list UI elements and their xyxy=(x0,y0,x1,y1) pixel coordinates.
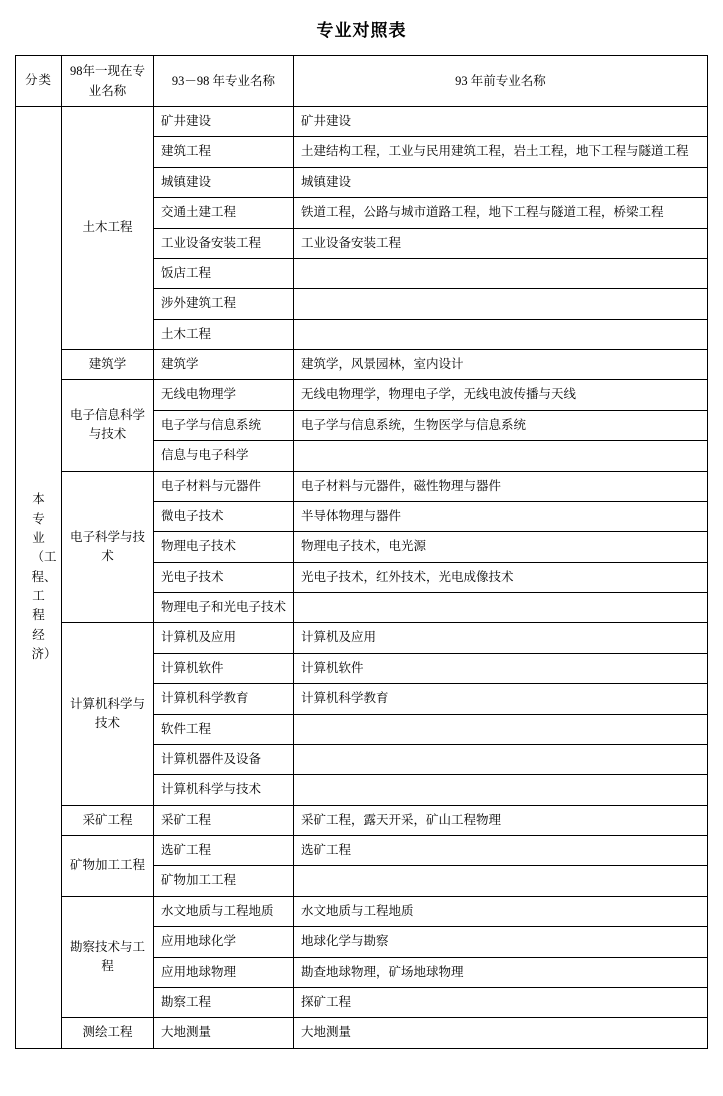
major-93-98-cell: 应用地球化学 xyxy=(154,927,294,957)
major-93-98-cell: 微电子技术 xyxy=(154,501,294,531)
current-major-cell: 建筑学 xyxy=(62,350,154,380)
table-row xyxy=(16,350,708,380)
major-93-98-cell: 软件工程 xyxy=(154,714,294,744)
document-page xyxy=(0,16,723,1049)
major-93-98-cell: 无线电物理学 xyxy=(154,380,294,410)
major-93-98-cell: 计算机器件及设备 xyxy=(154,744,294,774)
category-cell xyxy=(16,107,62,1049)
major-before-93-cell xyxy=(294,593,708,623)
major-before-93-cell: 铁道工程，公路与城市道路工程，地下工程与隧道工程，桥梁工程 xyxy=(294,198,708,228)
major-93-98-cell: 信息与电子科学 xyxy=(154,441,294,471)
major-93-98-cell: 建筑学 xyxy=(154,350,294,380)
major-before-93-cell xyxy=(294,319,708,349)
major-before-93-cell xyxy=(294,866,708,896)
current-major-cell: 采矿工程 xyxy=(62,805,154,835)
major-93-98-cell: 涉外建筑工程 xyxy=(154,289,294,319)
major-before-93-cell: 土建结构工程，工业与民用建筑工程，岩土工程，地下工程与隧道工程 xyxy=(294,137,708,167)
major-before-93-cell: 探矿工程 xyxy=(294,987,708,1017)
current-major-cell: 土木工程 xyxy=(62,107,154,350)
major-93-98-cell: 工业设备安装工程 xyxy=(154,228,294,258)
page-title: 专业对照表 xyxy=(316,21,407,40)
major-before-93-cell: 矿井建设 xyxy=(294,107,708,137)
table-row xyxy=(16,107,708,137)
major-before-93-cell: 地球化学与勘察 xyxy=(294,927,708,957)
major-before-93-cell: 大地测量 xyxy=(294,1018,708,1048)
major-before-93-cell xyxy=(294,744,708,774)
major-before-93-cell xyxy=(294,441,708,471)
major-93-98-cell: 物理电子技术 xyxy=(154,532,294,562)
major-93-98-cell: 采矿工程 xyxy=(154,805,294,835)
current-major-cell: 矿物加工工程 xyxy=(62,836,154,897)
major-before-93-cell: 计算机科学教育 xyxy=(294,684,708,714)
table-header-row xyxy=(16,56,708,107)
table-row xyxy=(16,805,708,835)
current-major-cell: 电子信息科学与技术 xyxy=(62,380,154,471)
major-before-93-cell: 无线电物理学，物理电子学，无线电波传播与天线 xyxy=(294,380,708,410)
major-before-93-cell xyxy=(294,289,708,319)
header-major-before-93: 93 年前专业名称 xyxy=(294,56,708,107)
major-93-98-cell: 电子材料与元器件 xyxy=(154,471,294,501)
major-before-93-cell: 工业设备安装工程 xyxy=(294,228,708,258)
table-row xyxy=(16,471,708,501)
header-category: 分类 xyxy=(16,56,62,107)
major-93-98-cell: 光电子技术 xyxy=(154,562,294,592)
table-row xyxy=(16,896,708,926)
major-before-93-cell xyxy=(294,775,708,805)
table-row xyxy=(16,623,708,653)
current-major-cell: 计算机科学与技术 xyxy=(62,623,154,805)
major-before-93-cell: 光电子技术，红外技术，光电成像技术 xyxy=(294,562,708,592)
table-row xyxy=(16,836,708,866)
category-label: 本专业（工程、工程经济） xyxy=(31,492,57,662)
major-93-98-cell: 矿物加工工程 xyxy=(154,866,294,896)
major-before-93-cell: 物理电子技术，电光源 xyxy=(294,532,708,562)
major-93-98-cell: 选矿工程 xyxy=(154,836,294,866)
current-major-cell: 测绘工程 xyxy=(62,1018,154,1048)
major-93-98-cell: 大地测量 xyxy=(154,1018,294,1048)
major-93-98-cell: 计算机及应用 xyxy=(154,623,294,653)
major-before-93-cell: 半导体物理与器件 xyxy=(294,501,708,531)
major-93-98-cell: 计算机科学教育 xyxy=(154,684,294,714)
current-major-cell: 电子科学与技术 xyxy=(62,471,154,623)
major-93-98-cell: 应用地球物理 xyxy=(154,957,294,987)
table-row xyxy=(16,380,708,410)
header-current-major: 98年一现在专业名称 xyxy=(62,56,154,107)
major-93-98-cell: 饭店工程 xyxy=(154,258,294,288)
major-before-93-cell: 水文地质与工程地质 xyxy=(294,896,708,926)
major-93-98-cell: 计算机软件 xyxy=(154,653,294,683)
major-before-93-cell: 计算机软件 xyxy=(294,653,708,683)
table-row xyxy=(16,1018,708,1048)
major-before-93-cell: 电子材料与元器件，磁性物理与器件 xyxy=(294,471,708,501)
major-93-98-cell: 土木工程 xyxy=(154,319,294,349)
major-93-98-cell: 计算机科学与技术 xyxy=(154,775,294,805)
major-93-98-cell: 建筑工程 xyxy=(154,137,294,167)
major-before-93-cell xyxy=(294,258,708,288)
major-93-98-cell: 物理电子和光电子技术 xyxy=(154,593,294,623)
major-93-98-cell: 水文地质与工程地质 xyxy=(154,896,294,926)
major-before-93-cell xyxy=(294,714,708,744)
major-before-93-cell: 选矿工程 xyxy=(294,836,708,866)
major-93-98-cell: 电子学与信息系统 xyxy=(154,410,294,440)
major-93-98-cell: 矿井建设 xyxy=(154,107,294,137)
major-93-98-cell: 交通土建工程 xyxy=(154,198,294,228)
major-before-93-cell: 电子学与信息系统，生物医学与信息系统 xyxy=(294,410,708,440)
major-before-93-cell: 建筑学，风景园林，室内设计 xyxy=(294,350,708,380)
major-93-98-cell: 勘察工程 xyxy=(154,987,294,1017)
major-93-98-cell: 城镇建设 xyxy=(154,167,294,197)
major-before-93-cell: 城镇建设 xyxy=(294,167,708,197)
current-major-cell: 勘察技术与工程 xyxy=(62,896,154,1018)
header-major-93-98: 93－98 年专业名称 xyxy=(154,56,294,107)
major-comparison-table xyxy=(15,55,708,1049)
major-before-93-cell: 勘查地球物理，矿场地球物理 xyxy=(294,957,708,987)
major-before-93-cell: 计算机及应用 xyxy=(294,623,708,653)
major-before-93-cell: 采矿工程，露天开采，矿山工程物理 xyxy=(294,805,708,835)
